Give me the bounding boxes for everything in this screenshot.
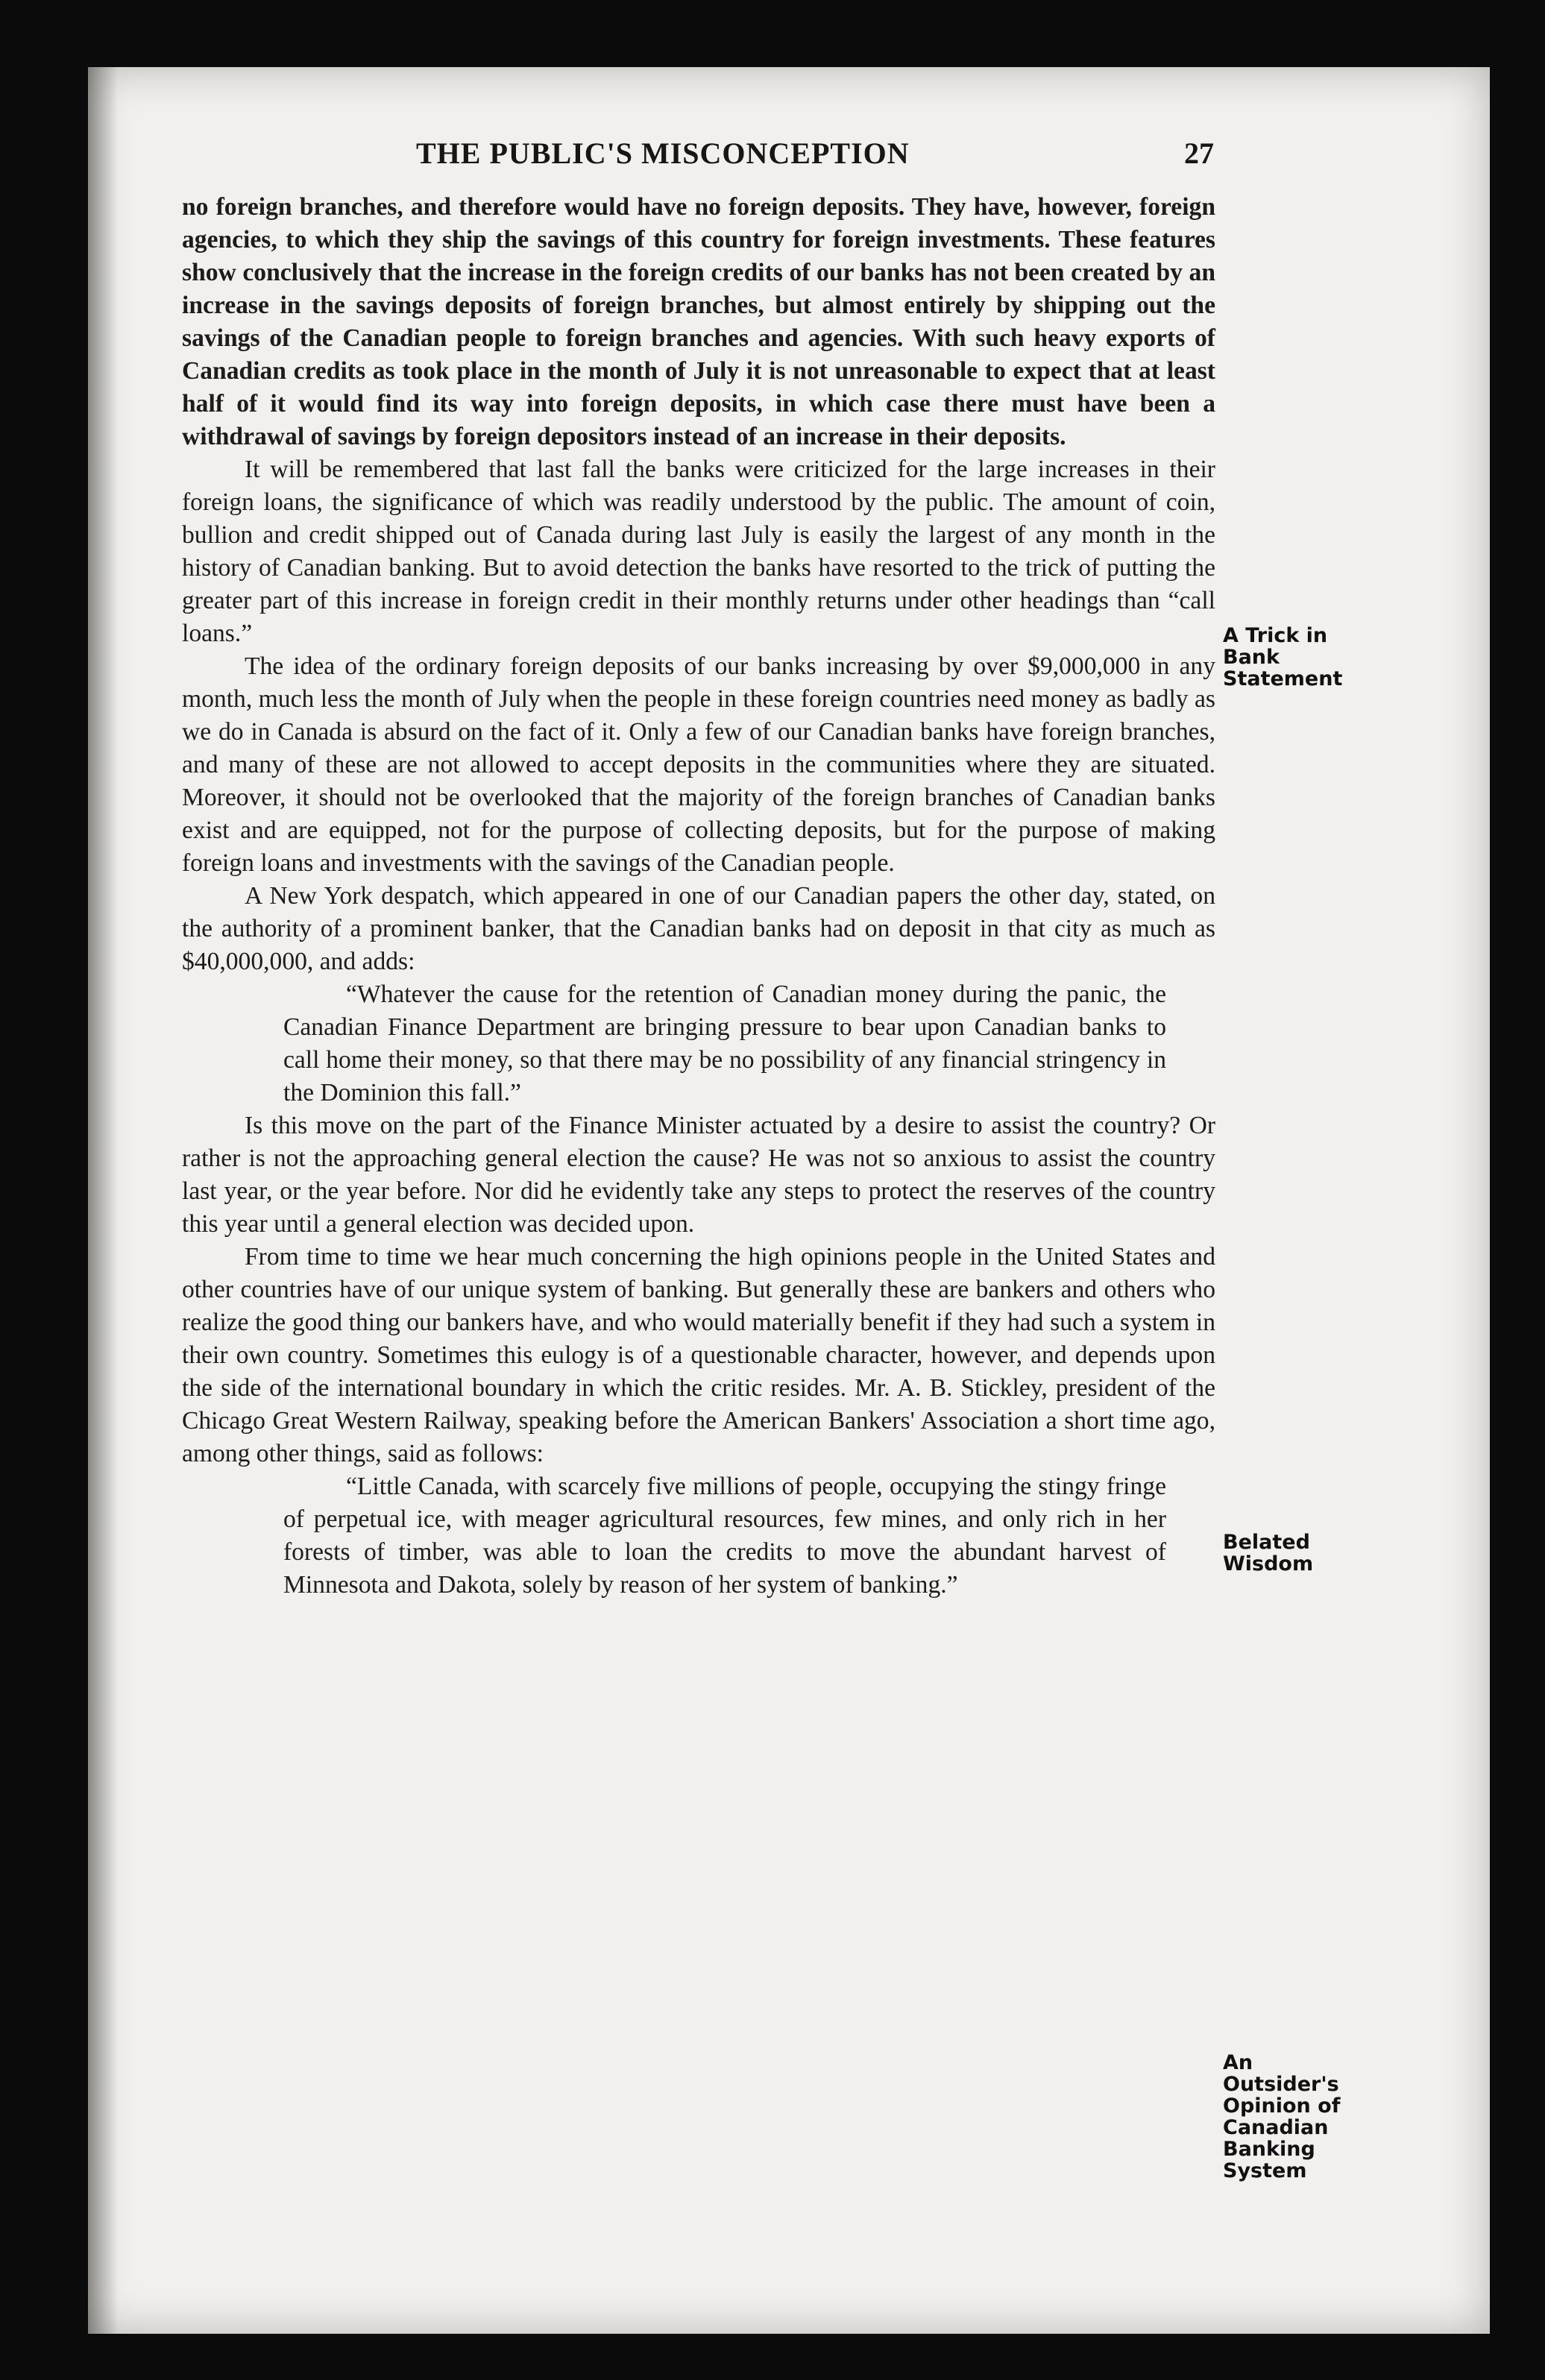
paragraph-high-opinions: From time to time we hear much concerning the high opinions people in the United States and other countries have of our unique system of banking. But generally these are bankers and others who realize the good thing our bankers have, and who would materially benefit if they had such a system in their own country. Sometimes this eulogy is of a questionable character, however, and depends upon the side of the international boundary in which the critic resides. Mr. A. B. Stickley, president of the Chicago Great Western Railway, speaking before the American Bankers' Association a short time ago, among other things, said as follows: (182, 1243, 1215, 1467)
page-header (327, 136, 1214, 180)
sidenote-outsiders-opinion: An Outsider's Opinion of Canadian Banking System (1223, 2051, 1341, 2182)
quote-finance-department: “Whatever the cause for the retention of Canadian money during the panic, the Canadian Finance Department are bringing pressure to bear upon Canadian banks to call home their money, so that there may be no possibility of any financial stringency in the Dominion this fall.” (283, 980, 1166, 1106)
quote-little-canada: “Little Canada, with scarcely five millions of people, occupying the stingy fringe of perpetual ice, with meager agricultural resources, few mines, and only rich in her forests of timber, was able to loan the credits to move the abundant harvest of Minnesota and Dakota, solely by reason of her system of banking.” (283, 1473, 1166, 1599)
running-title: THE PUBLIC'S MISCONCEPTION (416, 136, 910, 170)
sidenote-belated-wisdom: Belated Wisdom (1223, 1531, 1314, 1575)
paragraph-finance-minister: Is this move on the part of the Finance Minister actuated by a desire to assist the country? Or rather is not the approaching general election the cause? He was not so anxious to assist the country last year, or the year before. Nor did he evidently take any steps to protect the reserves of the country this year until a general election was decided upon. (182, 1112, 1215, 1238)
paragraph-foreign-deposits: The idea of the ordinary foreign deposits of our banks increasing by over $9,000,000 in any month, much less the month of July when the people in these foreign countries need money as badly as we do in Canada is absurd on the fact of it. Only a few of our Canadian banks have foreign branches, and many of these are not allowed to accept deposits in the communities where they are situated. Moreover, it should not be overlooked that the majority of the foreign branches of Canadian banks exist and are equipped, not for the purpose of collecting deposits, but for the purpose of making foreign loans and investments with the savings of the Canadian people. (182, 652, 1215, 877)
paragraph-foreign-branches: no foreign branches, and therefore would have no foreign deposits. They have, however, foreign agencies, to which they ship the savings of this country for foreign investments. These features show conclusively that the increase in the foreign credits of our banks has not been created by an increase in the savings deposits of foreign branches, but almost entirely by shipping out the savings of the Canadian people to foreign branches and agencies. With such heavy exports of Canadian credits as took place in the month of July it is not unreasonable to expect that at least half of it would find its way into foreign deposits, in which case there must have been a withdrawal of savings by foreign depositors instead of an increase in their deposits. (182, 193, 1215, 450)
paragraph-new-york-despatch: A New York despatch, which appeared in one of our Canadian papers the other day, stated, on the authority of a prominent banker, that the Canadian banks had on deposit in that city as much as $40,000,000, and adds: (182, 882, 1215, 975)
body-text (182, 191, 1215, 1602)
sidenote-trick-in-bank-statement: A Trick in Bank Statement (1223, 624, 1343, 690)
page-number: 27 (1184, 136, 1214, 170)
paragraph-bank-criticism: It will be remembered that last fall the banks were criticized for the large increases in their foreign loans, the significance of which was readily understood by the public. The amount of coin, bullion and credit shipped out of Canada during last July is easily the largest of any month in the history of Canadian banking. But to avoid detection the banks have resorted to the trick of putting the greater part of this increase in foreign credit in their monthly returns under other headings than “call loans.” (182, 456, 1215, 647)
